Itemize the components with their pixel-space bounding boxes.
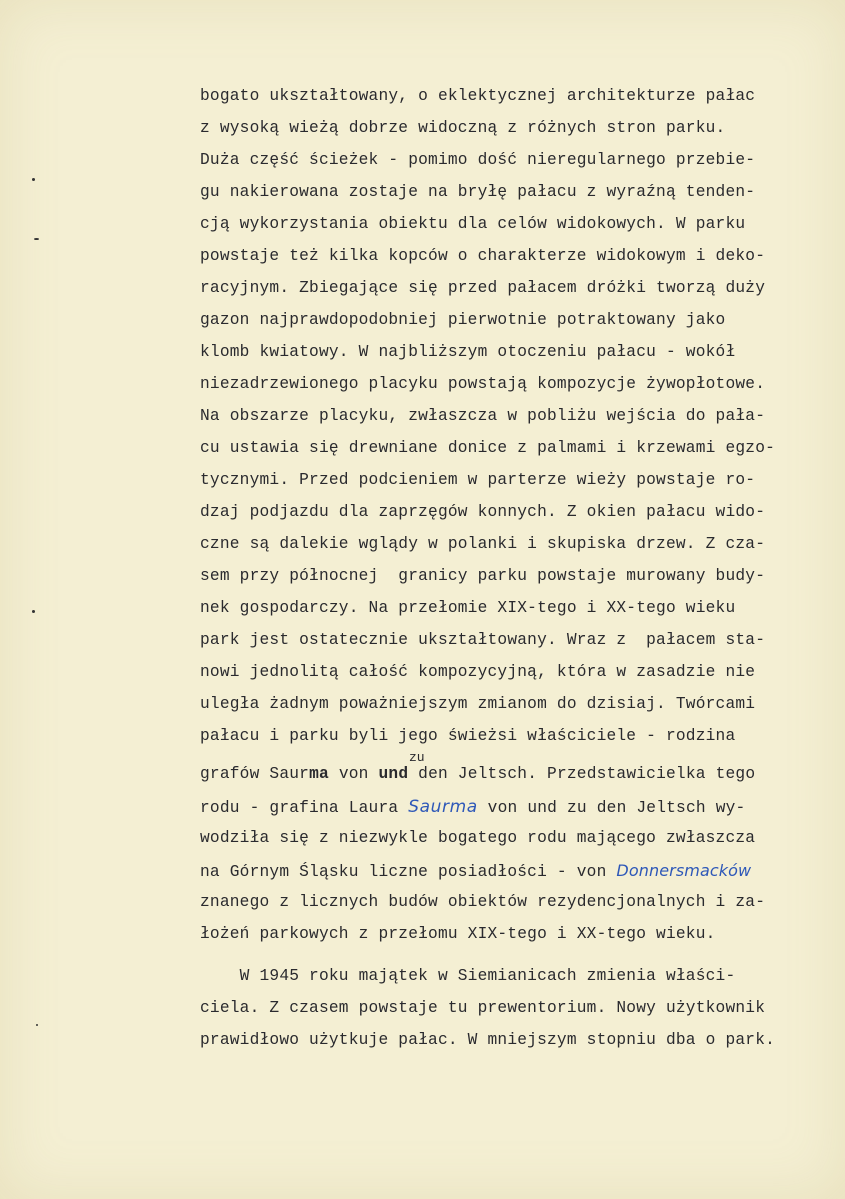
- text-line: klomb kwiatowy. W najbliższym otoczeniu pałacu - wokół: [200, 343, 736, 361]
- text-line: cu ustawia się drewniane donice z palmami i krzewami egzo-: [200, 439, 776, 457]
- margin-dot: [32, 610, 35, 613]
- text-line: czne są dalekie wglądy w polanki i skupiska drzew. Z cza-: [200, 535, 766, 553]
- margin-dot: [36, 1024, 38, 1026]
- text-line: łożeń parkowych z przełomu XIX-tego i XX-tego wieku.: [200, 925, 716, 943]
- text-segment: na Górnym Śląsku liczne posiadłości - von: [200, 863, 617, 881]
- corrected-text: ma: [309, 765, 329, 783]
- struck-text: und: [378, 765, 409, 783]
- text-line: nowi jednolitą całość kompozycyjną, która w zasadzie nie: [200, 663, 756, 681]
- text-segment: von: [328, 765, 379, 783]
- margin-dot: [34, 238, 39, 240]
- text-line: Duża część ścieżek - pomimo dość nieregularnego przebie-: [200, 151, 756, 169]
- text-line: ciela. Z czasem powstaje tu prewentorium. Nowy użytkownik: [200, 999, 766, 1017]
- text-segment: den Jeltsch. Przedstawicielka tego: [408, 765, 756, 783]
- text-line: sem przy północnej granicy parku powstaje murowany budy-: [200, 567, 766, 585]
- interlinear-insertion: zu: [409, 750, 425, 765]
- text-line: prawidłowo użytkuje pałac. W mniejszym stopniu dba o park.: [200, 1031, 776, 1049]
- text-line: gazon najprawdopodobniej pierwotnie potraktowany jako: [200, 311, 726, 329]
- text-line: dzaj podjazdu dla zaprzęgów konnych. Z okien pałacu wido-: [200, 503, 766, 521]
- text-segment: von und zu den Jeltsch wy-: [477, 799, 746, 817]
- text-line-with-handwriting: [200, 797, 745, 817]
- text-line: znanego z licznych budów obiektów rezydencjonalnych i za-: [200, 893, 766, 911]
- handwritten-name: Donnersmacków: [616, 861, 752, 880]
- text-line: tycznymi. Przed podcieniem w parterze wieży powstaje ro-: [200, 471, 756, 489]
- text-line: park jest ostatecznie ukształtowany. Wraz z pałacem sta-: [200, 631, 766, 649]
- text-line-with-correction: [200, 765, 755, 783]
- text-line: gu nakierowana zostaje na bryłę pałacu z wyraźną tenden-: [200, 183, 756, 201]
- text-line: powstaje też kilka kopców o charakterze widokowym i deko-: [200, 247, 766, 265]
- margin-dot: [32, 178, 35, 181]
- text-segment: grafów Saur: [200, 765, 310, 783]
- text-line: niezadrzewionego placyku powstają kompozycje żywopłotowe.: [200, 375, 766, 393]
- text-line: pałacu i parku byli jego świeżsi właściciele - rodzina: [200, 727, 736, 745]
- text-line: nek gospodarczy. Na przełomie XIX-tego i XX-tego wieku: [200, 599, 736, 617]
- text-line: z wysoką wieżą dobrze widoczną z różnych stron parku.: [200, 119, 726, 137]
- text-line-with-handwriting: [200, 861, 751, 881]
- text-line: cją wykorzystania obiektu dla celów widokowych. W parku: [200, 215, 746, 233]
- handwritten-name: Saurma: [408, 797, 478, 817]
- text-segment: rodu - grafina Laura: [200, 799, 409, 817]
- text-line: W 1945 roku majątek w Siemianicach zmienia właści-: [200, 967, 736, 985]
- text-line: wodziła się z niezwykle bogatego rodu mającego zwłaszcza: [200, 829, 756, 847]
- text-line: uległa żadnym poważniejszym zmianom do dzisiaj. Twórcami: [200, 695, 756, 713]
- text-line: Na obszarze placyku, zwłaszcza w pobliżu wejścia do pała-: [200, 407, 766, 425]
- text-line: bogato ukształtowany, o eklektycznej architekturze pałac: [200, 87, 756, 105]
- text-line: racyjnym. Zbiegające się przed pałacem dróżki tworzą duży: [200, 279, 766, 297]
